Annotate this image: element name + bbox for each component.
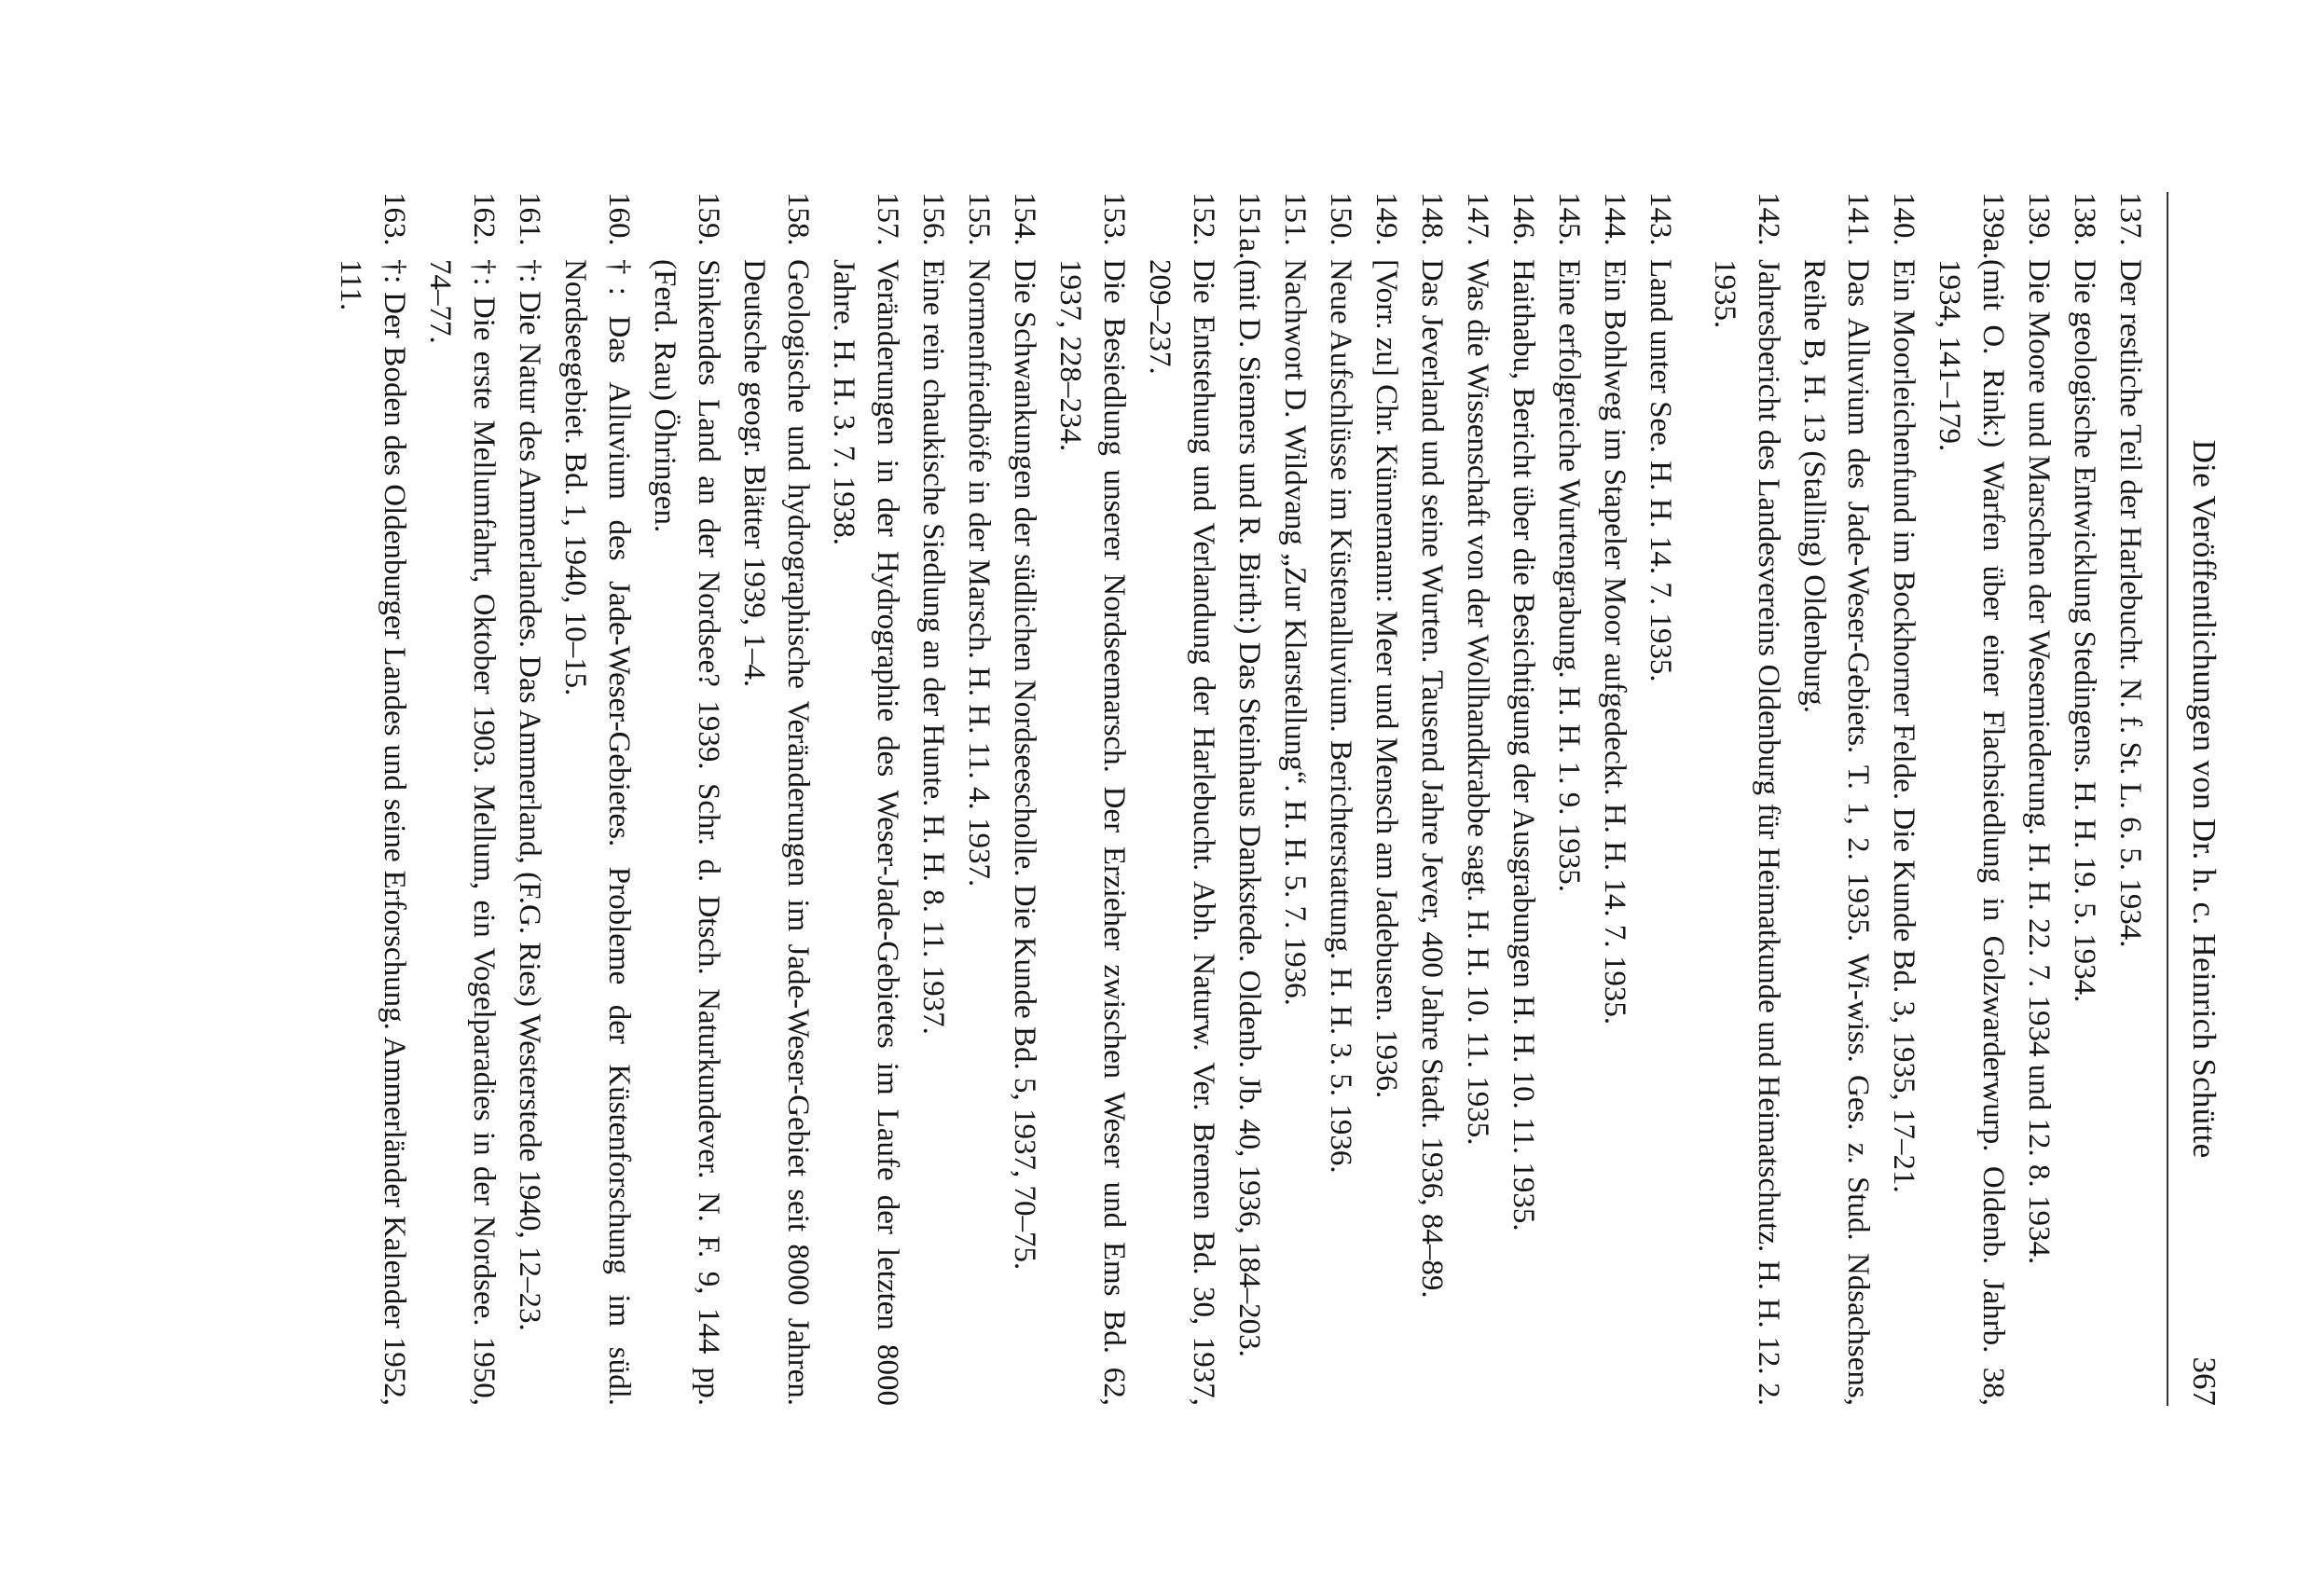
- bibliography-entry: [1455, 192, 1499, 1406]
- entry-text: Nachwort D. Wildvang „Zur Klarstellung“. H. H. 5. 7. 1936.: [1278, 259, 1312, 1006]
- entry-number: 162.: [467, 192, 501, 246]
- bibliography-entry: [553, 192, 640, 1406]
- entry-text: Geologische und hydrographische Veränderungen im Jade-Weser-Gebiet seit 8000 Jahren. Deutsche geogr. Blätter 1939, 1–4.: [737, 259, 815, 1406]
- entry-text: Neue Aufschlüsse im Küstenalluvium. Berichterstattung. H. H. 3. 5. 1936.: [1324, 259, 1357, 1174]
- bibliography-entry: [1592, 192, 1636, 1406]
- bibliography-entry: [1881, 192, 1925, 1406]
- entry-text: Das Jeverland und seine Wurten. Tausend Jahre Jever, 400 Jahre Stadt. 1936, 84–89.: [1415, 259, 1449, 1299]
- entry-number: 146.: [1507, 192, 1540, 246]
- bibliography-entry: [1364, 192, 1408, 1406]
- entry-text: Der restliche Teil der Harlebucht. N. f. St. L. 6. 5. 1934.: [2113, 259, 2147, 948]
- entry-number: 161.: [513, 192, 546, 246]
- entry-number: 154.: [1008, 192, 1041, 246]
- bibliography-entry: [821, 192, 909, 1406]
- entry-number: 151a.: [1232, 192, 1266, 260]
- entry-number: 149.: [1369, 192, 1403, 246]
- bibliography-entry: [1702, 192, 1790, 1406]
- bibliography-entry: [2062, 192, 2106, 1406]
- entry-text: Die Moore und Marschen der Wesemiederung. H. H. 22. 7. 1934 und 12. 8. 1934.: [2022, 259, 2056, 1265]
- entry-number: 159.: [692, 192, 725, 246]
- entry-text: Die Schwankungen der südlichen Nordseescholle. Die Kunde Bd. 5, 1937, 70–75.: [1008, 259, 1041, 1271]
- entry-number: 140.: [1887, 192, 1920, 246]
- entry-number: 157.: [871, 192, 904, 246]
- entry-text: Veränderungen in der Hydrographie des Weser-Jade-Gebietes im Laufe der letzten 8000 Jahre. H. H. 3. 7. 1938.: [827, 259, 904, 1406]
- entry-number: 150.: [1324, 192, 1357, 246]
- bibliography-entry: [1410, 192, 1453, 1406]
- entry-text: Sinkendes Land an der Nordsee? 1939. Schr. d. Dtsch. Naturkundever. N. F. 9, 144 pp. (Ferd. Rau) Öhringen.: [648, 259, 725, 1406]
- bibliography-entry: [1501, 192, 1545, 1406]
- entry-number: 137.: [2113, 192, 2147, 246]
- entry-text: Ein Moorleichenfund im Bockhorner Felde. Die Kunde Bd. 3, 1935, 17–21.: [1887, 259, 1920, 1193]
- entry-number: 151.: [1278, 192, 1312, 246]
- entry-text: Ein Bohlweg im Stapeler Moor aufgedeckt. H. H. 14. 7. 1935.: [1598, 259, 1631, 1025]
- entry-number: 139.: [2022, 192, 2056, 246]
- bibliography-entry: [911, 192, 955, 1406]
- running-title: Die Veröffentlichungen von Dr. h. c. Heinrich Schütte: [2186, 439, 2223, 1159]
- bibliography-entry: [2016, 192, 2060, 1406]
- bibliography-entry: [418, 192, 505, 1406]
- bibliography-entry: [1227, 192, 1271, 1406]
- entry-number: 144.: [1598, 192, 1631, 246]
- entry-text: Das Alluvium des Jade-Weser-Gebiets. T. 1, 2. 1935. Wi-wiss. Ges. z. Stud. Ndsachsens, Reihe B, H. 13 (Stalling) Oldenburg.: [1797, 259, 1875, 1406]
- header-rule: [2167, 192, 2168, 1406]
- entry-text: Eine rein chaukische Siedlung an der Hunte. H. H. 8. 11. 1937.: [916, 259, 950, 1035]
- entry-number: 138.: [2068, 192, 2101, 246]
- entry-number: 155.: [962, 192, 996, 246]
- entry-number: 156.: [916, 192, 950, 246]
- entry-number: 158.: [781, 192, 815, 246]
- entry-text: Was die Wissenschaft von der Wollhandkrabbe sagt. H. H. 10. 11. 1935.: [1461, 259, 1494, 1146]
- bibliography-list: [326, 192, 2152, 1406]
- entry-number: 143.: [1644, 192, 1677, 246]
- entry-text: [Vorr. zu] Chr. Künnemann: Meer und Mensch am Jadebusen. 1936.: [1369, 259, 1403, 1099]
- entry-text: †: Der Boden des Oldenburger Landes und seine Erforschung. Ammerländer Kalender 1952, 111.: [334, 259, 411, 1406]
- page-header: [2174, 192, 2230, 1406]
- entry-text: †: Das Alluvium des Jade-Weser-Gebietes. Probleme der Küstenforschung im südl. Nordseegebiet. Bd. 1, 1940, 10–15.: [558, 259, 636, 1406]
- entry-number: 148.: [1415, 192, 1449, 246]
- bibliography-entry: [1048, 192, 1135, 1406]
- entry-text: Land unter See. H. H. 14. 7. 1935.: [1644, 259, 1677, 682]
- entry-text: Die geologische Entwicklung Stedingens. H. H. 19. 5. 1934.: [2068, 259, 2101, 1003]
- entry-number: 141.: [1841, 192, 1875, 246]
- bibliography-entry: [507, 192, 551, 1406]
- page-number: 367: [2186, 1356, 2223, 1406]
- entry-number: 145.: [1552, 192, 1586, 246]
- bibliography-entry: [1547, 192, 1590, 1406]
- entry-text: Normenfriedhöfe in der Marsch. H. H. 11. 4. 1937.: [962, 259, 996, 887]
- bibliography-entry: [1792, 192, 1879, 1406]
- entry-number: 147.: [1461, 192, 1494, 246]
- entry-text: †: Die erste Mellumfahrt, Oktober 1903. Mellum, ein Vogelparadies in der Nordsee. 1950, 74–77.: [423, 259, 501, 1406]
- bibliography-entry: [956, 192, 1000, 1406]
- entry-text: Die Besiedlung unserer Nordseemarsch. Der Erzieher zwischen Weser und Ems Bd. 62, 1937, 228–234.: [1053, 259, 1131, 1406]
- bibliography-entry: [328, 192, 416, 1406]
- entry-text: Eine erfolgreiche Wurtengrabung. H. H. 1. 9. 1935.: [1552, 259, 1586, 892]
- entry-number: 139a.: [1976, 192, 2010, 260]
- entry-number: 160.: [602, 192, 636, 246]
- entry-text: †: Die Natur des Ammerlandes. Das Ammerland, (F.G. Ries) Westerstede 1940, 12–23.: [513, 259, 546, 1331]
- entry-text: Haithabu, Bericht über die Besichtigung der Ausgrabungen H. H. 10. 11. 1935.: [1507, 259, 1540, 1231]
- entry-number: 153.: [1097, 192, 1131, 246]
- bibliography-entry: [1273, 192, 1316, 1406]
- bibliography-entry: [2108, 192, 2152, 1406]
- bibliography-entry: [1318, 192, 1362, 1406]
- entry-text: Die Entstehung und Verlandung der Harlebucht. Abh. Naturw. Ver. Bremen Bd. 30, 1937, 209–237.: [1143, 259, 1220, 1406]
- bibliography-entry: [732, 192, 819, 1406]
- entry-number: 163.: [378, 192, 411, 246]
- bibliography-entry: [1638, 192, 1682, 1406]
- bibliography-entry: [1137, 192, 1225, 1406]
- bibliography-entry: [642, 192, 730, 1406]
- bibliography-entry: [1002, 192, 1046, 1406]
- entry-number: 152.: [1187, 192, 1220, 246]
- entry-number: 142.: [1752, 192, 1785, 246]
- bibliography-entry: [1927, 192, 2015, 1406]
- entry-text: (mit O. Rink:) Warfen über einer Flachsiedlung in Golzwarderwurp. Oldenb. Jahrb. 38, 1934, 141–179.: [1933, 259, 2010, 1406]
- entry-text: (mit D. Siemers und R. Birth:) Das Steinhaus Dankstede. Oldenb. Jb. 40, 1936, 184–203.: [1232, 259, 1266, 1357]
- entry-text: Jahresbericht des Landesvereins Oldenburg für Heimatkunde und Heimatschutz. H. H. 12. 2. 1935.: [1708, 259, 1785, 1406]
